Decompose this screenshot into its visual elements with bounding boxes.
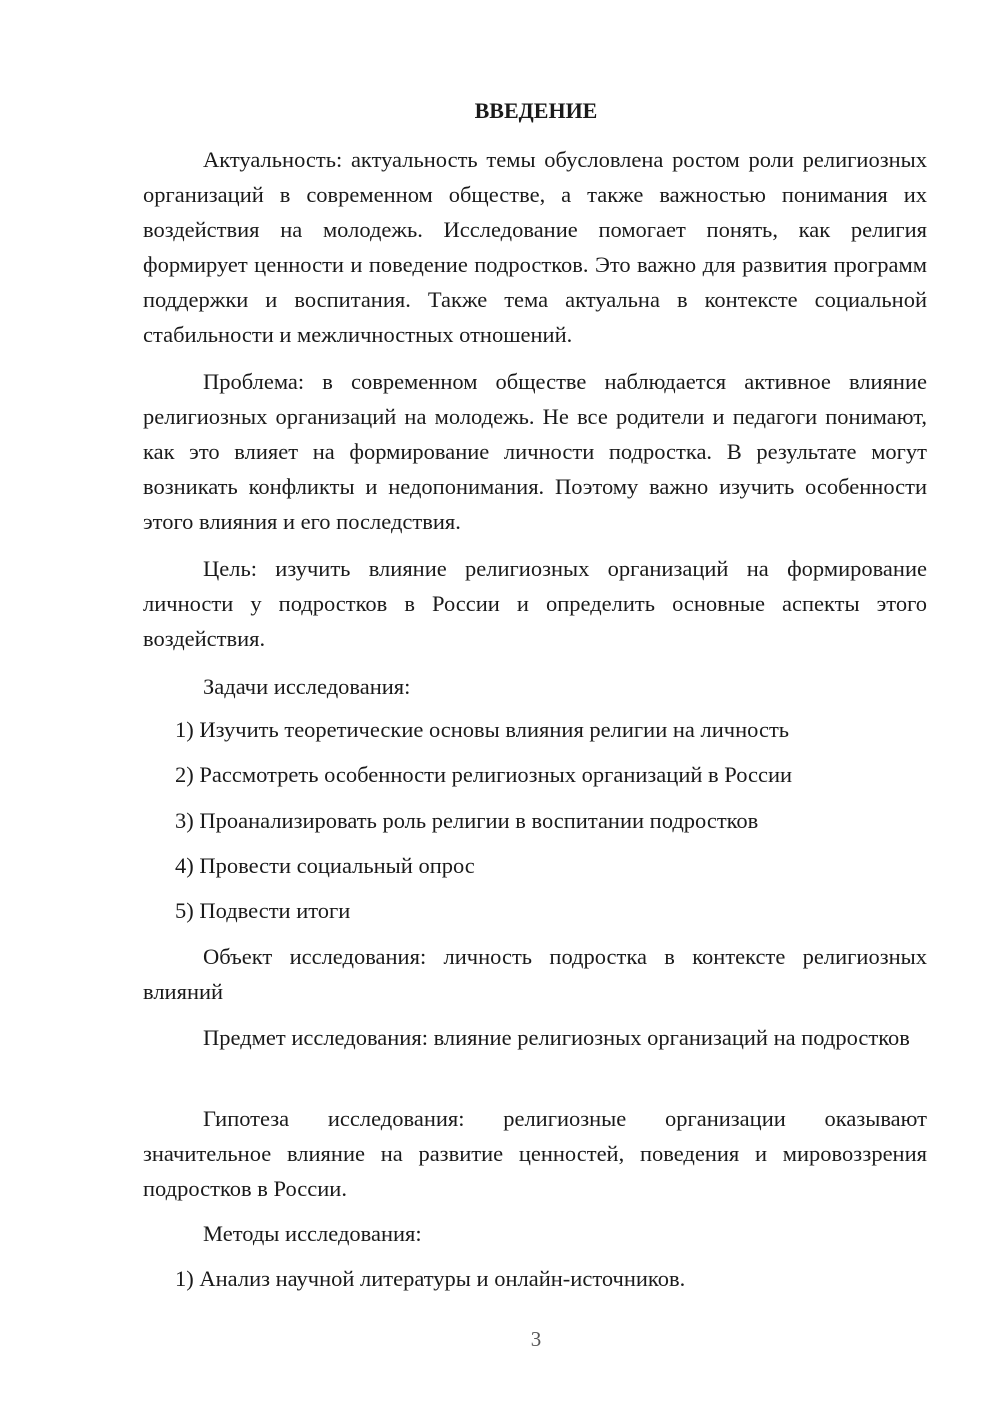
methods-heading: Методы исследования: bbox=[203, 1221, 422, 1246]
section-title: ВВЕДЕНИЕ bbox=[474, 98, 598, 123]
paragraph-hypothesis: Гипотеза исследования: религиозные организации оказывают значительное влияние на развитие ценностей, поведения и мировоззрения подростков в России. bbox=[143, 1106, 927, 1201]
task-item: 3) Проанализировать роль религии в воспитании подростков bbox=[175, 808, 759, 833]
task-item: 1) Изучить теоретические основы влияния религии на личность bbox=[175, 717, 790, 742]
paragraph-goal: Цель: изучить влияние религиозных организаций на формирование личности у подростков в России и определить основные аспекты этого воздействия. bbox=[143, 556, 927, 651]
paragraph-object: Объект исследования: личность подростка в контексте религиозных влияний bbox=[143, 944, 927, 1004]
task-item: 4) Провести социальный опрос bbox=[175, 853, 475, 878]
method-item: 1) Анализ научной литературы и онлайн-источников. bbox=[175, 1266, 686, 1291]
task-item: 2) Рассмотреть особенности религиозных организаций в России bbox=[175, 762, 793, 787]
page-number: 3 bbox=[530, 1327, 542, 1351]
paragraph-relevance: Актуальность: актуальность темы обусловлена ростом роли религиозных организаций в современном обществе, а также важностью понимания их воздействия на молодежь. Исследование помогает понять, как религия формирует ценности и поведение подростков. Это важно для развития программ поддержки и воспитания. Также тема актуальна в контексте социальной стабильности и межличностных отношений. bbox=[143, 147, 927, 347]
task-item: 5) Подвести итоги bbox=[175, 898, 351, 923]
tasks-heading: Задачи исследования: bbox=[203, 674, 411, 699]
paragraph-problem: Проблема: в современном обществе наблюдается активное влияние религиозных организаций на молодежь. Не все родители и педагоги понимают, как это влияет на формирование личности подростка. В результате могут возникать конфликты и недопонимания. Поэтому важно изучить особенности этого влияния и его последствия. bbox=[143, 369, 927, 534]
paragraph-subject: Предмет исследования: влияние религиозных организаций на подростков bbox=[203, 1025, 910, 1050]
